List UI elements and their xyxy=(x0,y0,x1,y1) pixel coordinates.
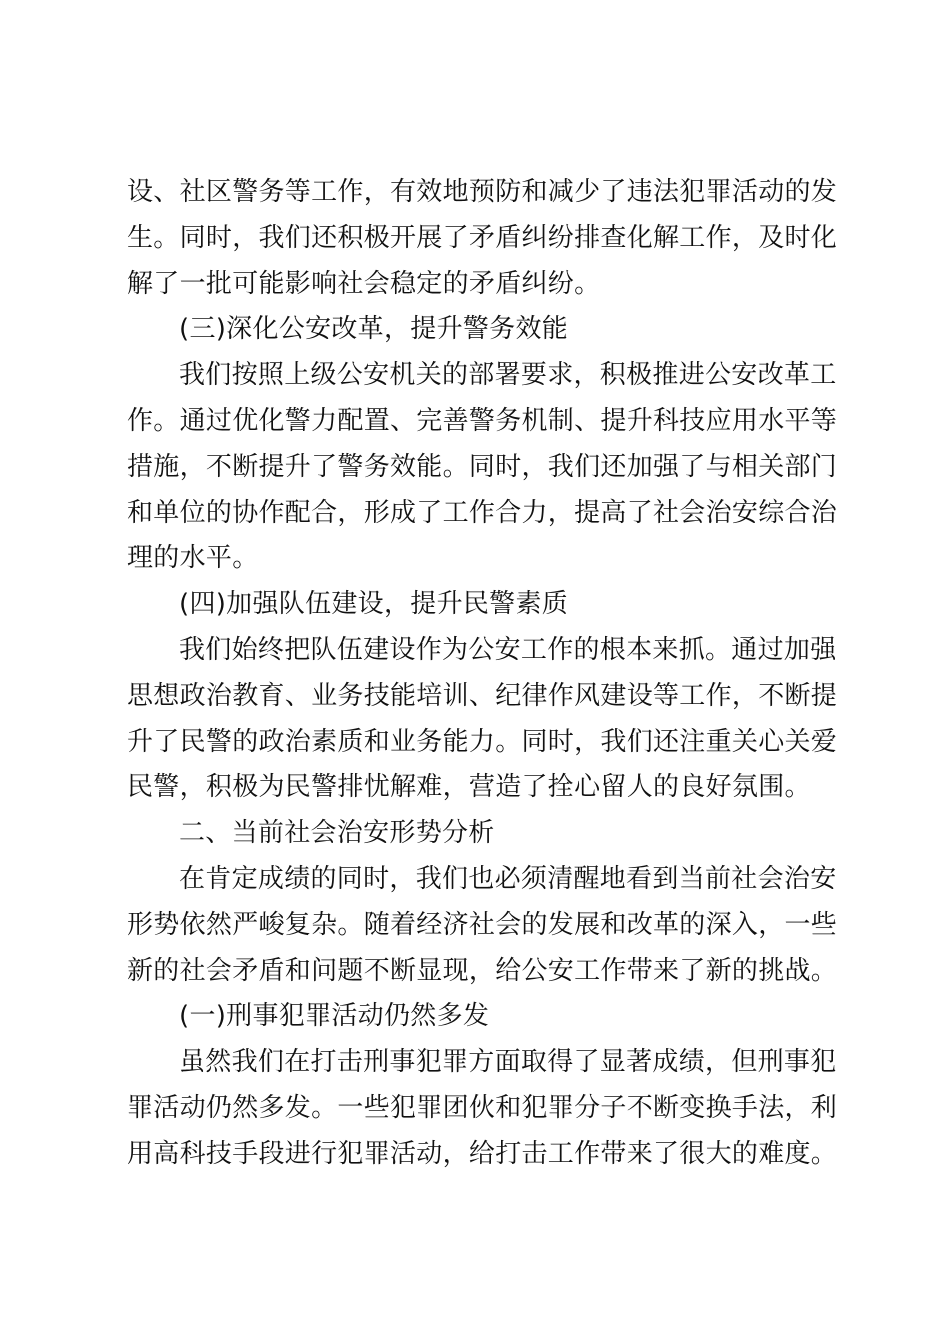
text-line: 措施，不断提升了警务效能。同时，我们还加强了与相关部门 xyxy=(127,451,838,482)
text-line: 解了一批可能影响社会稳定的矛盾纠纷。 xyxy=(127,268,601,299)
text-line: 思想政治教育、业务技能培训、纪律作风建设等工作，不断提 xyxy=(127,680,838,711)
text-line: 形势依然严峻复杂。随着经济社会的发展和改革的深入，一些 xyxy=(127,909,838,940)
text-line: 设、社区警务等工作，有效地预防和减少了违法犯罪活动的发 xyxy=(127,177,838,207)
text-line: 我们按照上级公安机关的部署要求，积极推进公安改革工 xyxy=(179,360,837,391)
text-line: 我们始终把队伍建设作为公安工作的根本来抓。通过加强 xyxy=(179,634,837,665)
text-line: 新的社会矛盾和问题不断显现，给公安工作带来了新的挑战。 xyxy=(127,955,838,986)
document-body xyxy=(127,170,838,1178)
text-line: 在肯定成绩的同时，我们也必须清醒地看到当前社会治安 xyxy=(179,863,837,894)
section-heading: 二、当前社会治安形势分析 xyxy=(179,818,495,849)
text-line: 升了民警的政治素质和业务能力。同时，我们还注重关心关爱 xyxy=(127,726,838,757)
text-line: 作。通过优化警力配置、完善警务机制、提升科技应用水平等 xyxy=(127,405,838,436)
section-heading: (一)刑事犯罪活动仍然多发 xyxy=(179,1001,490,1032)
text-line: 罪活动仍然多发。一些犯罪团伙和犯罪分子不断变换手法，利 xyxy=(127,1092,838,1123)
text-line: 民警，积极为民警排忧解难，营造了拴心留人的良好氛围。 xyxy=(127,772,811,803)
text-line: 理的水平。 xyxy=(127,543,259,574)
text-line: 用高科技手段进行犯罪活动，给打击工作带来了很大的难度。 xyxy=(127,1138,838,1169)
text-line: 生。同时，我们还积极开展了矛盾纠纷排查化解工作，及时化 xyxy=(127,222,838,253)
text-line: 和单位的协作配合，形成了工作合力，提高了社会治安综合治 xyxy=(127,497,838,528)
section-heading: (三)深化公安改革，提升警务效能 xyxy=(179,314,569,345)
section-heading: (四)加强队伍建设，提升民警素质 xyxy=(179,589,569,620)
text-line: 虽然我们在打击刑事犯罪方面取得了显著成绩，但刑事犯 xyxy=(179,1047,837,1078)
